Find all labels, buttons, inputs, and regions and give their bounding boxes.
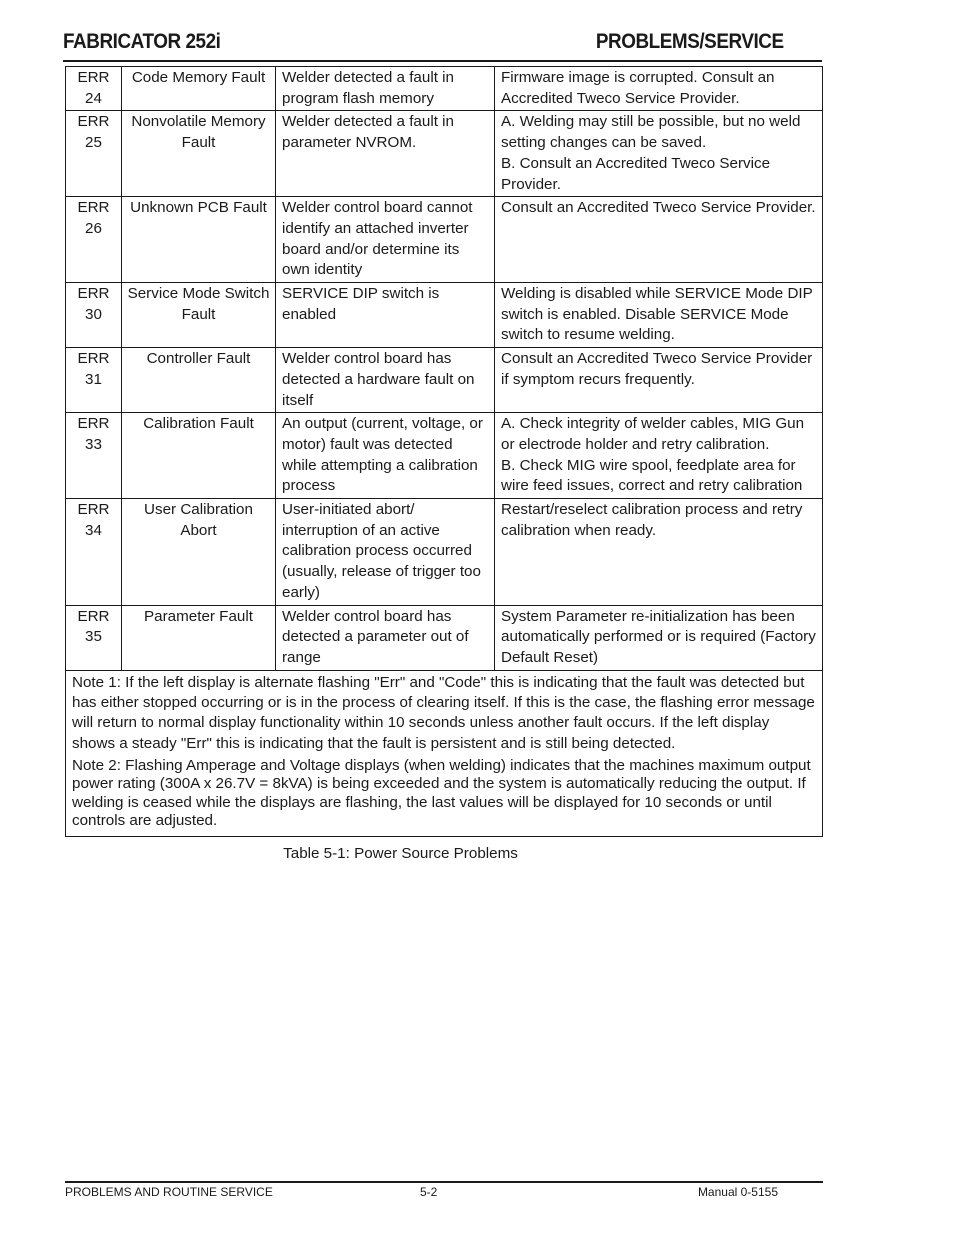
fault-cause: Welder detected a fault in program flash memory	[276, 67, 495, 111]
error-code: ERR 24	[66, 67, 122, 111]
fault-cause: Welder control board has detected a parameter out of range	[276, 605, 495, 670]
table-row	[66, 605, 823, 670]
table-row	[66, 348, 823, 413]
footer-manual-number: Manual 0-5155	[697, 1185, 778, 1199]
fault-remedy: Consult an Accredited Tweco Service Provider if symptom recurs frequently.	[495, 348, 823, 413]
footer-page-number: 5-2	[420, 1185, 438, 1199]
fault-cause: Welder control board has detected a hardware fault on itself	[276, 348, 495, 413]
fault-name: Unknown PCB Fault	[122, 197, 276, 283]
fault-remedy: System Parameter re-initialization has been automatically performed or is required (Factory Default Reset)	[495, 605, 823, 670]
note-2: Note 2: Flashing Amperage and Voltage displays (when welding) indicates that the machines maximum output power rating (300A x 26.7V = 8kVA) is being exceeded and the system is automatically reducing the output. If welding is ceased while the displays are flashing, the last values will be displayed for 10 seconds or until controls are adjusted.	[72, 756, 811, 830]
header-product-title: FABRICATOR 252i	[63, 30, 221, 53]
fault-remedy: Consult an Accredited Tweco Service Provider.	[495, 197, 823, 283]
fault-name: Controller Fault	[122, 348, 276, 413]
fault-cause: An output (current, voltage, or motor) fault was detected while attempting a calibration process	[276, 413, 495, 499]
table-row	[66, 111, 823, 197]
note-1: Note 1: If the left display is alternate flashing "Err" and "Code" this is indicating that the fault was detected but has either stopped occurring or is in the process of clearing itself. If this is the case, the flashing error message will return to normal display functionality within 10 seconds unless another fault occurs. If the left display shows a steady "Err" this is indicating that the fault is persistent and is still being detected.	[72, 673, 815, 752]
table-row	[66, 413, 823, 499]
notes-cell	[66, 670, 823, 836]
table-caption: Table 5-1: Power Source Problems	[283, 845, 518, 862]
fault-remedy: Restart/reselect calibration process and retry calibration when ready.	[495, 499, 823, 606]
table-row	[66, 197, 823, 283]
fault-cause: Welder control board cannot identify an attached inverter board and/or determine its own identity	[276, 197, 495, 283]
fault-name: Service Mode Switch Fault	[122, 283, 276, 348]
error-code: ERR 35	[66, 605, 122, 670]
power-source-problems-table	[65, 66, 823, 837]
fault-cause: Welder detected a fault in parameter NVROM.	[276, 111, 495, 197]
fault-name: User Calibration Abort	[122, 499, 276, 606]
notes-row	[66, 670, 823, 836]
page-header	[63, 30, 822, 62]
fault-remedy: A. Check integrity of welder cables, MIG Gun or electrode holder and retry calibration. B. Check MIG wire spool, feedplate area for wire feed issues, correct and retry calibration	[495, 413, 823, 499]
fault-remedy: Welding is disabled while SERVICE Mode DIP switch is enabled. Disable SERVICE Mode switch to resume welding.	[495, 283, 823, 348]
error-code: ERR 26	[66, 197, 122, 283]
fault-remedy: Firmware image is corrupted. Consult an Accredited Tweco Service Provider.	[495, 67, 823, 111]
footer-section: PROBLEMS AND ROUTINE SERVICE	[65, 1185, 273, 1199]
error-code: ERR 31	[66, 348, 122, 413]
table-row	[66, 67, 823, 111]
error-code: ERR 25	[66, 111, 122, 197]
header-section-title: PROBLEMS/SERVICE	[596, 30, 784, 53]
table-row	[66, 283, 823, 348]
table-row	[66, 499, 823, 606]
fault-name: Calibration Fault	[122, 413, 276, 499]
fault-name: Parameter Fault	[122, 605, 276, 670]
error-code: ERR 33	[66, 413, 122, 499]
fault-name: Code Memory Fault	[122, 67, 276, 111]
error-code: ERR 30	[66, 283, 122, 348]
fault-name: Nonvolatile Memory Fault	[122, 111, 276, 197]
fault-remedy: A. Welding may still be possible, but no weld setting changes can be saved. B. Consult an Accredited Tweco Service Provider.	[495, 111, 823, 197]
error-code: ERR 34	[66, 499, 122, 606]
fault-cause: User-initiated abort/ interruption of an active calibration process occurred (usually, release of trigger too early)	[276, 499, 495, 606]
fault-cause: SERVICE DIP switch is enabled	[276, 283, 495, 348]
page-footer	[65, 1181, 823, 1203]
